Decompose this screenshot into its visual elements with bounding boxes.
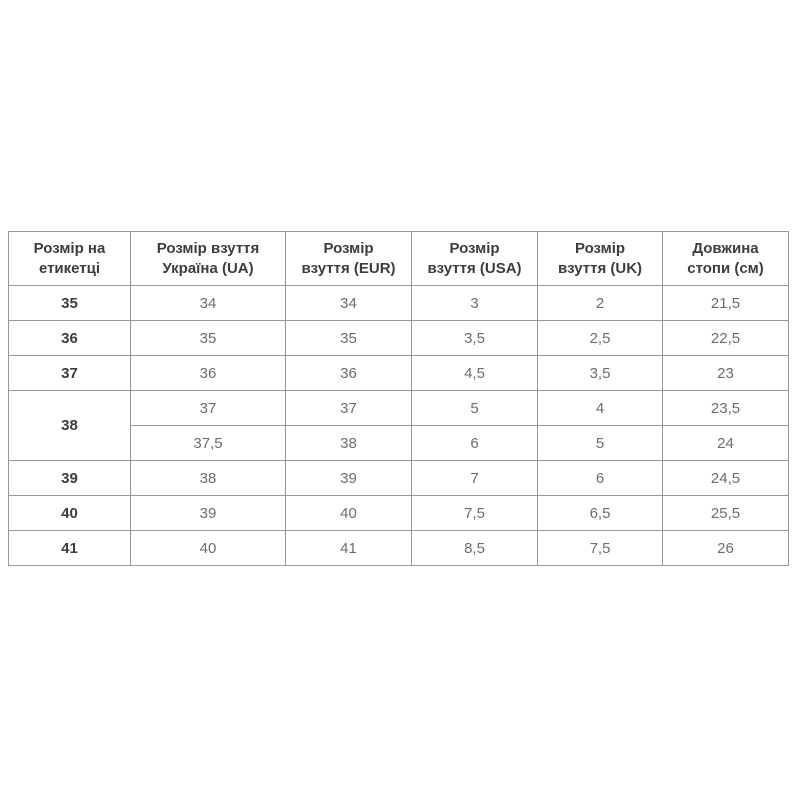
cell-uk-size: 2,5 — [538, 321, 663, 356]
cell-usa-size: 8,5 — [412, 531, 538, 566]
cell-eur-size: 38 — [286, 426, 412, 461]
cell-eur-size: 39 — [286, 461, 412, 496]
header-cell-uk-size: Розмір взуття (UK) — [538, 232, 663, 286]
cell-usa-size: 5 — [412, 391, 538, 426]
cell-label-size: 40 — [9, 496, 131, 531]
cell-eur-size: 40 — [286, 496, 412, 531]
cell-foot-length: 23 — [663, 356, 789, 391]
cell-label-size-rowspan: 38 — [9, 391, 131, 461]
cell-label-size: 41 — [9, 531, 131, 566]
cell-label-size: 39 — [9, 461, 131, 496]
table-row — [9, 461, 789, 496]
cell-label-size: 37 — [9, 356, 131, 391]
cell-ua-size: 37,5 — [131, 426, 286, 461]
cell-usa-size: 4,5 — [412, 356, 538, 391]
cell-uk-size: 4 — [538, 391, 663, 426]
cell-uk-size: 6 — [538, 461, 663, 496]
cell-ua-size: 37 — [131, 391, 286, 426]
cell-ua-size: 34 — [131, 286, 286, 321]
header-cell-ua-size: Розмір взуття Україна (UA) — [131, 232, 286, 286]
cell-ua-size: 38 — [131, 461, 286, 496]
cell-uk-size: 7,5 — [538, 531, 663, 566]
cell-usa-size: 7 — [412, 461, 538, 496]
cell-uk-size: 3,5 — [538, 356, 663, 391]
header-cell-foot-length: Довжина стопи (см) — [663, 232, 789, 286]
table-header-row — [9, 232, 789, 286]
cell-foot-length: 26 — [663, 531, 789, 566]
shoe-size-table-container — [8, 231, 789, 566]
header-cell-label-size: Розмір на етикетці — [9, 232, 131, 286]
cell-foot-length: 23,5 — [663, 391, 789, 426]
cell-foot-length: 22,5 — [663, 321, 789, 356]
cell-usa-size: 7,5 — [412, 496, 538, 531]
cell-uk-size: 2 — [538, 286, 663, 321]
cell-eur-size: 35 — [286, 321, 412, 356]
header-cell-eur-size: Розмір взуття (EUR) — [286, 232, 412, 286]
cell-usa-size: 6 — [412, 426, 538, 461]
table-row — [9, 356, 789, 391]
cell-eur-size: 36 — [286, 356, 412, 391]
table-row — [9, 531, 789, 566]
cell-ua-size: 40 — [131, 531, 286, 566]
cell-label-size: 36 — [9, 321, 131, 356]
cell-ua-size: 36 — [131, 356, 286, 391]
cell-usa-size: 3,5 — [412, 321, 538, 356]
cell-uk-size: 6,5 — [538, 496, 663, 531]
cell-eur-size: 37 — [286, 391, 412, 426]
cell-foot-length: 24 — [663, 426, 789, 461]
table-row — [9, 321, 789, 356]
table-row — [9, 391, 789, 426]
cell-uk-size: 5 — [538, 426, 663, 461]
header-cell-usa-size: Розмір взуття (USA) — [412, 232, 538, 286]
cell-label-size: 35 — [9, 286, 131, 321]
cell-eur-size: 41 — [286, 531, 412, 566]
cell-eur-size: 34 — [286, 286, 412, 321]
table-row — [9, 286, 789, 321]
cell-ua-size: 39 — [131, 496, 286, 531]
table-row — [9, 496, 789, 531]
cell-usa-size: 3 — [412, 286, 538, 321]
cell-foot-length: 21,5 — [663, 286, 789, 321]
cell-foot-length: 24,5 — [663, 461, 789, 496]
shoe-size-conversion-table — [8, 231, 789, 566]
cell-ua-size: 35 — [131, 321, 286, 356]
cell-foot-length: 25,5 — [663, 496, 789, 531]
